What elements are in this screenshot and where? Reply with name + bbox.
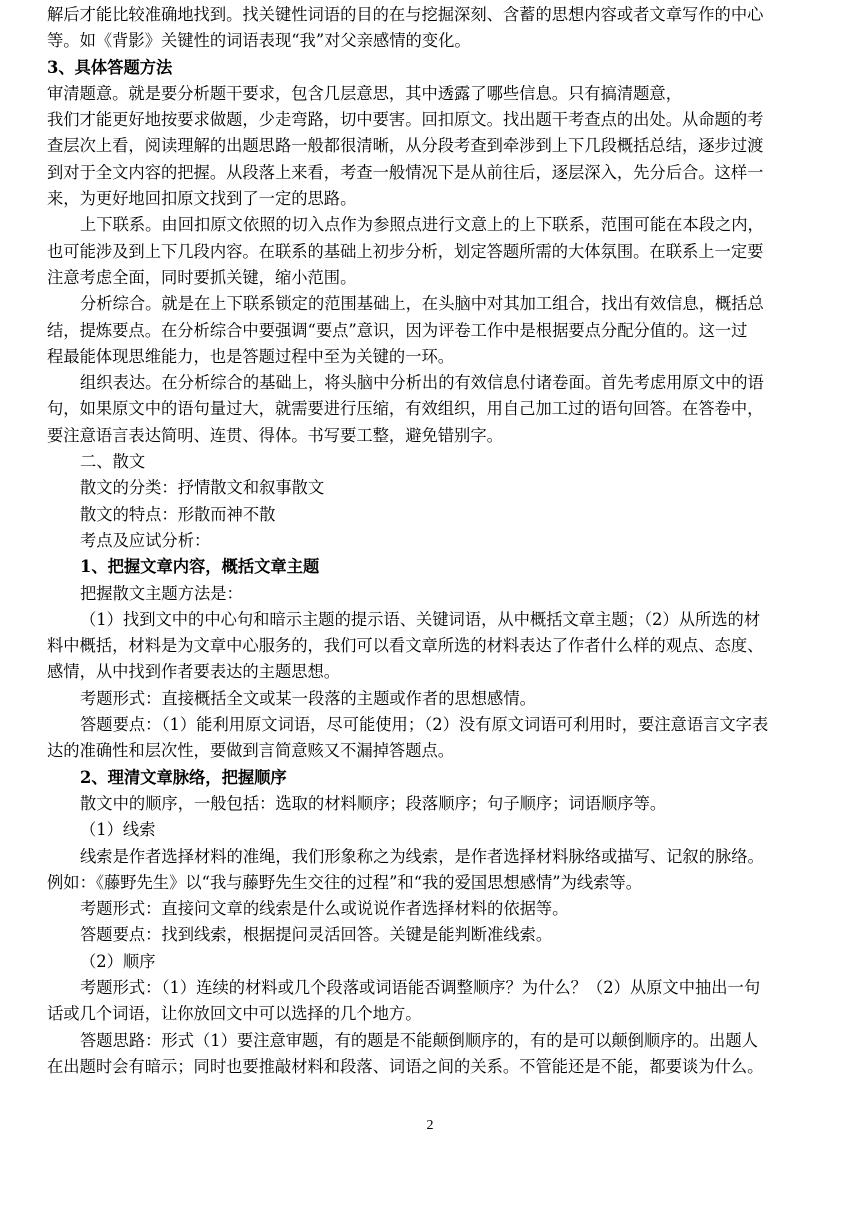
text-line: 二、散文: [80, 452, 146, 472]
text-line: 线索是作者选择材料的准绳，我们形象称之为线索，是作者选择材料脉络或描写、记叙的脉络。: [80, 846, 764, 866]
text-line: 上下联系。由回扣原文依照的切入点作为参照点进行文意上的上下联系，范围可能在本段之内，: [80, 215, 764, 235]
text-line: 组织表达。在分析综合的基础上，将头脑中分析出的有效信息付诸卷面。首先考虑用原文中的语: [80, 373, 764, 393]
text-line: 答题思路：形式（1）要注意审题，有的题是不能颠倒顺序的，有的是可以颠倒顺序的。出题人: [80, 1030, 758, 1050]
text-line: 2、理清文章脉络，把握顺序: [80, 767, 287, 787]
text-line: 查层次上看，阅读理解的出题思路一般都很清晰，从分段考查到牵涉到上下几段概括总结，逐步过渡: [47, 136, 764, 156]
text-line: 等。如《背影》关键性的词语表现“我”对父亲感情的变化。: [47, 31, 471, 51]
text-line: 散文中的顺序，一般包括：选取的材料顺序；段落顺序；句子顺序；词语顺序等。: [80, 793, 667, 813]
text-line: 我们才能更好地按要求做题，少走弯路，切中要害。回扣原文。找出题干考查点的出处。从命题的考: [47, 110, 764, 130]
text-line: 感情，从中找到作者要表达的主题思想。: [47, 662, 341, 682]
text-line: 考题形式：直接概括全文或某一段落的主题或作者的思想感情。: [80, 688, 536, 708]
text-line: 答题要点：找到线索，根据提问灵活回答。关键是能判断准线索。: [80, 925, 553, 945]
text-line: （1）找到文中的中心句和暗示主题的提示语、关键词语，从中概括文章主题；（2）从所选的材: [80, 609, 761, 629]
text-line: 料中概括，材料是为文章中心服务的，我们可以看文章所选的材料表达了作者什么样的观点、态度、: [47, 636, 764, 656]
text-line: 答题要点：（1）能利用原文词语，尽可能使用；（2）没有原文词语可利用时，要注意语言文字表: [80, 715, 769, 735]
text-line: 注意考虑全面，同时要抓关键，缩小范围。: [47, 267, 357, 287]
text-line: 散文的特点：形散而神不散: [80, 504, 276, 524]
text-line: 考题形式：（1）连续的材料或几个段落或词语能否调整顺序？为什么？（2）从原文中抽出一句: [80, 977, 761, 997]
text-line: 解后才能比较准确地找到。找关键性词语的目的在与挖掘深刻、含蓄的思想内容或者文章写作的中心: [47, 5, 764, 24]
text-line: 考点及应试分析：: [80, 530, 211, 550]
text-line: 达的准确性和层次性，要做到言简意赅又不漏掉答题点。: [47, 741, 455, 761]
text-line: 句，如果原文中的语句量过大，就需要进行压缩，有效组织，用自己加工过的语句回答。在答卷中，: [47, 399, 764, 419]
text-line: 在出题时会有暗示；同时也要推敲材料和段落、词语之间的关系。不管能还是不能，都要谈为什么。: [47, 1056, 764, 1076]
text-line: 话或几个词语，让你放回文中可以选择的几个地方。: [47, 1004, 422, 1024]
text-line: 审清题意。就是要分析题干要求，包含几层意思，其中透露了哪些信息。只有搞清题意，: [47, 83, 682, 103]
document-body: [47, 2, 817, 1080]
text-line: 来，为更好地回扣原文找到了一定的思路。: [47, 189, 357, 209]
text-line: 也可能涉及到上下几段内容。在联系的基础上初步分析，划定答题所需的大体氛围。在联系上一定要: [47, 241, 764, 261]
text-line: （2）顺序: [80, 951, 156, 971]
text-line: 考题形式：直接问文章的线索是什么或说说作者选择材料的依据等。: [80, 899, 569, 919]
text-line: 把握散文主题方法是：: [80, 583, 243, 603]
text-line: 散文的分类：抒情散文和叙事散文: [80, 478, 325, 498]
text-line: 要注意语言表达简明、连贯、得体。书写要工整，避免错别字。: [47, 425, 503, 445]
text-line: （1）线索: [80, 820, 156, 840]
text-line: 到对于全文内容的把握。从段落上来看，考查一般情况下是从前往后，逐层深入，先分后合。这样一: [47, 162, 764, 182]
page-number: 2: [426, 1118, 434, 1133]
text-line: 程最能体现思维能力，也是答题过程中至为关键的一环。: [47, 346, 455, 366]
text-line: 分析综合。就是在上下联系锁定的范围基础上，在头脑中对其加工组合，找出有效信息，概括总: [80, 294, 764, 314]
text-line: 结，提炼要点。在分析综合中要强调“要点”意识，因为评卷工作中是根据要点分配分值的。这一过: [47, 320, 748, 340]
text-line: 1、把握文章内容，概括文章主题: [80, 557, 320, 577]
text-line: 3、具体答题方法: [47, 57, 173, 77]
text-line: 例如：《藤野先生》以“我与藤野先生交往的过程”和“我的爱国思想感情”为线索等。: [47, 872, 642, 892]
